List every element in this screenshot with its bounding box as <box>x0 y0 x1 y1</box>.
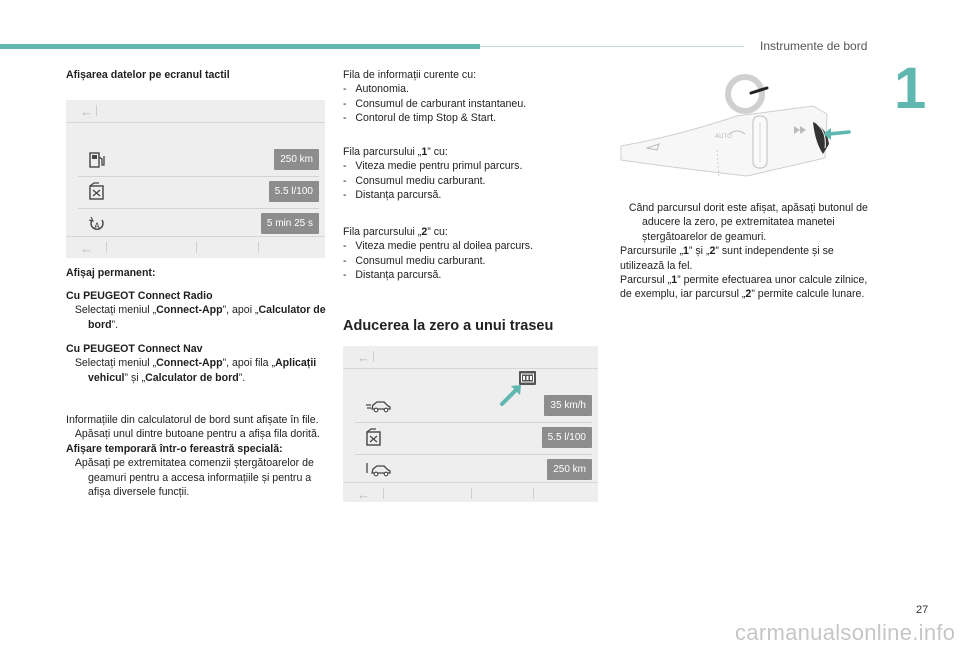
screen-bottom-nav <box>343 482 598 505</box>
wiper-stalk-illustration <box>617 72 861 192</box>
nav-divider <box>533 488 534 499</box>
info-row-avg-consumption <box>355 422 592 455</box>
trip1-intro: Fila parcursului „1” cu: <box>343 146 448 158</box>
reset-step: Când parcursul dorit este afișat, apăsați butonul de aducere la zero, pe extremitatea manetei ștergătoarelor de geamuri. <box>628 202 868 243</box>
tabs-instructions <box>66 413 328 499</box>
list-item: - Consumul de carburant instantaneu. <box>343 97 527 110</box>
back-arrow-icon[interactable]: ← <box>357 350 370 365</box>
list-item: - Distanța parcursă. <box>343 269 442 282</box>
reset-heading: Aducerea la zero a unui traseu <box>343 318 554 334</box>
list-item: - Autonomia. <box>343 83 409 96</box>
nav-divider <box>373 351 374 362</box>
fuel-pump-icon <box>86 150 108 170</box>
press-step: Apăsați unul dintre butoane pentru a afișa fila dorită. <box>74 428 320 441</box>
nav-divider <box>196 242 197 253</box>
radio-instructions <box>66 289 331 332</box>
current-intro: Fila de informații curente cu: <box>343 69 477 81</box>
info-text: Informațiile din calculatorul de bord sunt afișate în file. <box>66 414 319 426</box>
distance-value: 250 km <box>547 459 592 480</box>
trip2-intro: Fila parcursului „2” cu: <box>343 226 448 238</box>
screen-top-nav <box>343 346 598 369</box>
header-accent-bar <box>0 44 480 49</box>
temp-step: Apăsați pe extremitatea comenzii ștergătoarelor de geamuri pentru a accesa informațiile și pentru a afișa diversele funcții. <box>74 457 314 499</box>
example-usage-text: Parcursul „1” permite efectuarea unor calcule zilnice, de exemplu, iar parcursul „2” permite calcule lunare. <box>620 274 868 301</box>
svg-text:AUTO: AUTO <box>715 133 732 140</box>
nav-step: Selectați meniul „Connect-App”, apoi fila „Aplicații vehicul” și „Calculator de bord”. <box>74 357 317 384</box>
header-rule <box>480 46 744 47</box>
svg-text:A: A <box>94 221 100 231</box>
nav-title: Cu PEUGEOT Connect Nav <box>66 343 203 355</box>
nav-divider <box>383 488 384 499</box>
stop-start-icon <box>86 214 108 234</box>
trip1-tab <box>343 145 603 203</box>
avg-speed-value: 35 km/h <box>544 395 592 416</box>
nav-divider <box>106 242 107 253</box>
list-item: - Distanța parcursă. <box>343 189 442 202</box>
trip2-tab <box>343 225 603 283</box>
info-row-range <box>78 144 319 177</box>
car-distance-icon <box>363 460 393 480</box>
avg-consumption-value: 5.5 l/100 <box>542 427 592 448</box>
nav-divider <box>471 488 472 499</box>
nav-divider <box>96 105 97 116</box>
trip-screen-reset <box>343 346 598 502</box>
car-speed-icon <box>363 396 393 416</box>
section-title: Instrumente de bord <box>760 39 868 53</box>
consumption-gauge-icon <box>86 182 108 202</box>
nav-instructions <box>66 342 331 385</box>
independent-trips-text: Parcursurile „1” și „2” sunt independente și se utilizează la fel. <box>620 245 834 272</box>
reset-button[interactable] <box>519 371 536 385</box>
consumption-value: 5.5 l/100 <box>269 181 319 202</box>
temp-display-title: Afișare temporară într-o fereastră specială: <box>66 442 283 455</box>
back-arrow-icon[interactable]: ← <box>80 241 93 256</box>
list-item: - Consumul mediu carburant. <box>343 174 486 187</box>
info-row-avg-speed <box>355 390 592 423</box>
page-number: 27 <box>916 604 929 616</box>
radio-title: Cu PEUGEOT Connect Radio <box>66 290 213 302</box>
radio-step: Selectați meniul „Connect-App”, apoi „Calculator de bord”. <box>74 304 326 331</box>
info-row-consumption <box>78 176 319 209</box>
current-info-tab <box>343 68 603 126</box>
screen-top-nav <box>66 100 325 123</box>
consumption-gauge-icon <box>363 428 385 448</box>
list-item: - Contorul de timp Stop & Start. <box>343 112 497 125</box>
range-value: 250 km <box>274 149 319 170</box>
permanent-display-title: Afișaj permanent: <box>66 267 156 279</box>
nav-divider <box>258 242 259 253</box>
back-arrow-icon[interactable]: ← <box>80 104 93 119</box>
reset-instructions <box>620 201 875 302</box>
steering-wheel-icon <box>728 77 762 111</box>
screen-bottom-nav <box>66 236 325 259</box>
trip-screen-current <box>66 100 325 258</box>
watermark: carmanualsonline.info <box>735 620 956 645</box>
chapter-number: 1 <box>894 56 927 121</box>
stop-start-value: 5 min 25 s <box>261 213 319 234</box>
back-arrow-icon[interactable]: ← <box>357 487 370 502</box>
touchscreen-title: Afișarea datelor pe ecranul tactil <box>66 69 230 81</box>
reset-icon <box>519 371 536 385</box>
list-item: - Viteza medie pentru al doilea parcurs. <box>343 240 534 253</box>
list-item: - Consumul mediu carburant. <box>343 254 486 267</box>
list-item: - Viteza medie pentru primul parcurs. <box>343 160 523 173</box>
